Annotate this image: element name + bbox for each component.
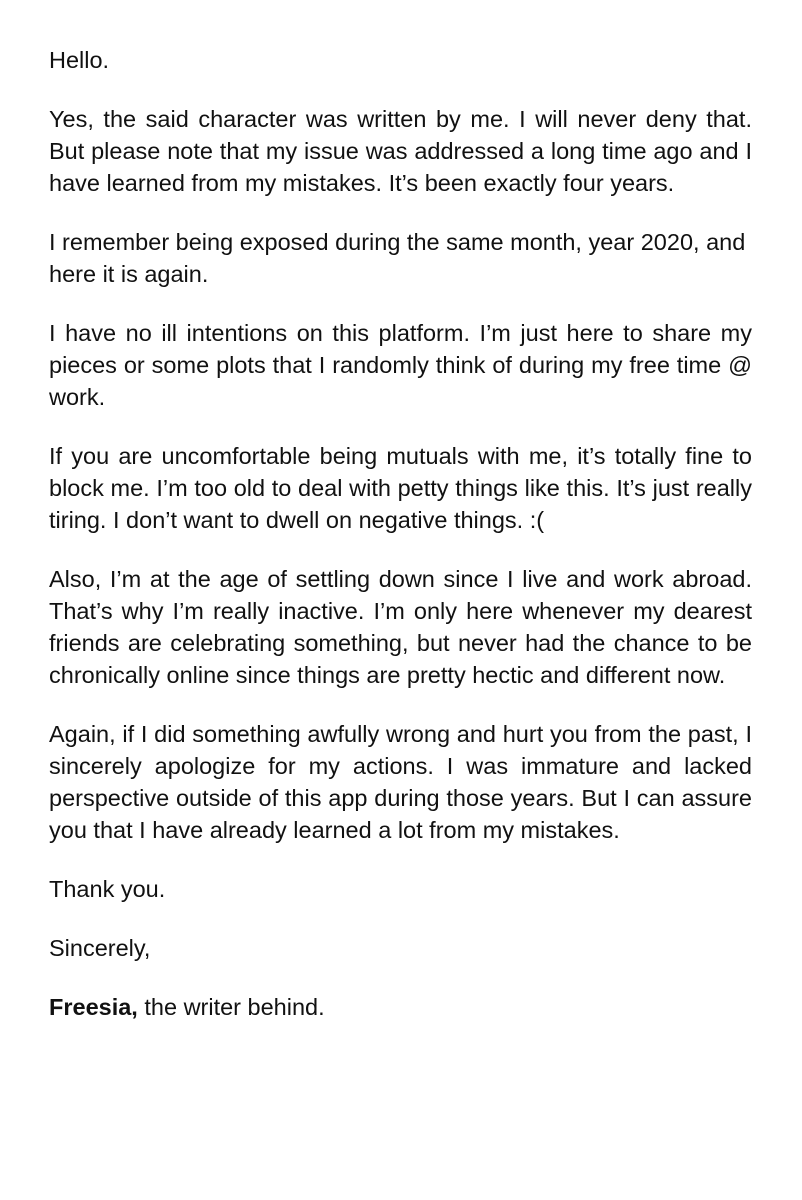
signature-name: Freesia, — [49, 994, 138, 1020]
paragraph-3: I have no ill intentions on this platform. I’m just here to share my pieces or some plots that I randomly think of during my free time @ work. — [49, 320, 752, 410]
greeting: Hello. — [49, 47, 110, 73]
paragraph-5: Also, I’m at the age of settling down since I live and work abroad. That’s why I’m really inactive. I’m only here whenever my dearest friends are celebrating something, but never had the chance to be chronically online since things are pretty hectic and different now. — [49, 566, 752, 688]
signature-suffix: the writer behind. — [137, 994, 325, 1020]
paragraph-4: If you are uncomfortable being mutuals with me, it’s totally fine to block me. I’m too old to deal with petty things like this. It’s just really tiring. I don’t want to dwell on negative things. :( — [49, 443, 752, 533]
thanks-line: Thank you. — [49, 876, 166, 902]
paragraph-1: Yes, the said character was written by me. I will never deny that. But please note that my issue was addressed a long time ago and I have learned from my mistakes. It’s been exactly four years. — [49, 106, 752, 196]
closing-line: Sincerely, — [49, 935, 151, 961]
signature-line — [49, 991, 752, 1023]
paragraph-2: I remember being exposed during the same month, year 2020, and here it is again. — [49, 229, 746, 287]
paragraph-6: Again, if I did something awfully wrong and hurt you from the past, I sincerely apologize for my actions. I was immature and lacked perspective outside of this app during those years. But I can assure you that I have already learned a lot from my mistakes. — [49, 721, 752, 843]
